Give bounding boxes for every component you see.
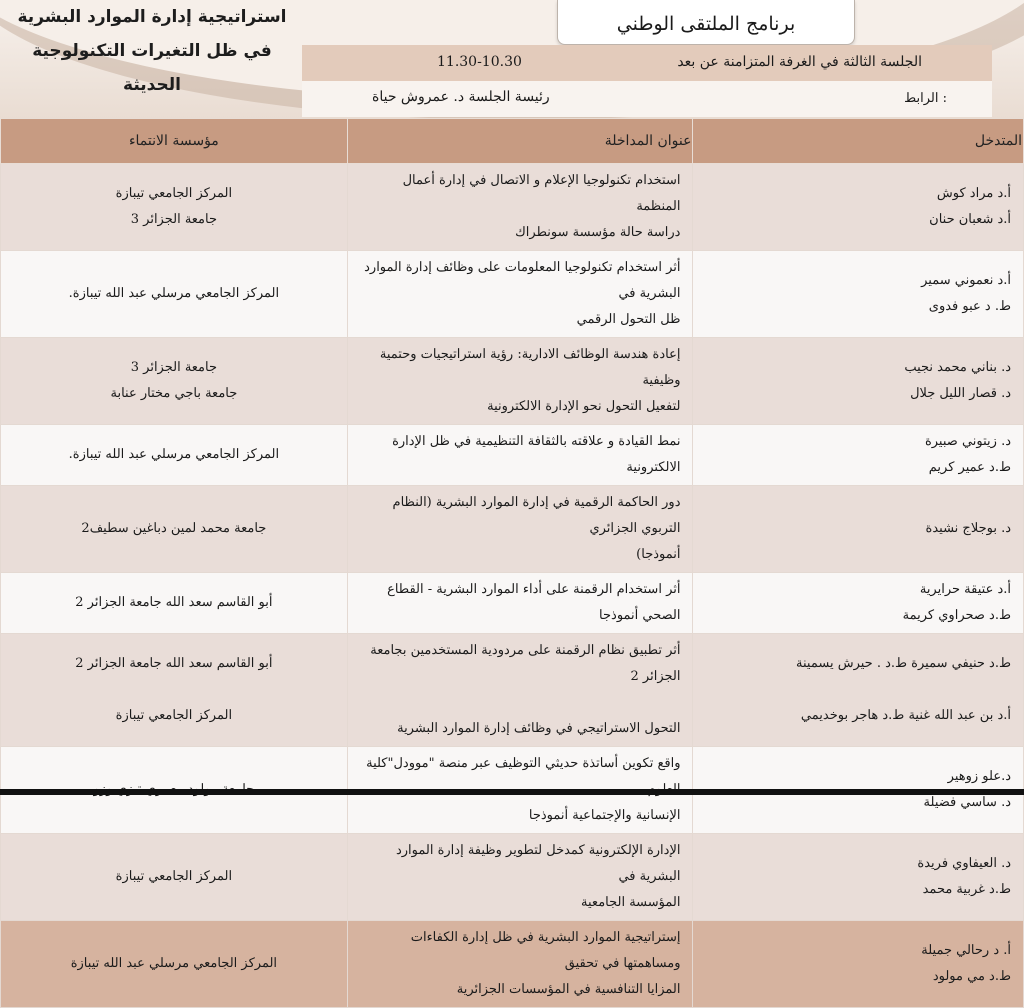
speaker-cell: د. بوجلاج نشيدة: [693, 486, 1024, 573]
column-header-speaker: المتدخل: [693, 119, 1024, 164]
affiliation-cell: المركز الجامعي مرسلي عبد الله تيبازة: [1, 921, 348, 1008]
table-row: [1, 834, 1024, 921]
speaker-cell: د. بناني محمد نجيب د. قصار الليل جلال: [693, 338, 1024, 425]
title-cell: أثر تطبيق نظام الرقمنة على مردودية المستخدمين بجامعة الجزائر 2 التحول الاستراتيجي في وظائف إدارة الموارد البشرية: [347, 634, 693, 747]
speaker-cell: أ.د مراد كوش أ.د شعبان حنان: [693, 164, 1024, 251]
affiliation-cell: جامعة الجزائر 3 جامعة باجي مختار عنابة: [1, 338, 348, 425]
affiliation-cell: المركز الجامعي مرسلي عبد الله تيبازة.: [1, 251, 348, 338]
theme-line-2: في ظل التغيرات التكنولوجية الحديثة: [32, 41, 272, 95]
title-cell: واقع تكوين أساتذة حديثي التوظيف عبر منصة "موودل"كلية الإنسانية والإجتماعية أنموذجا: [347, 747, 693, 834]
title-cell: إستراتيجية الموارد البشرية في ظل إدارة الكفاءات ومساهمتها في تحقيق المزايا التنافسية في المؤسسات الجزائرية: [347, 921, 693, 1008]
table-row: [1, 573, 1024, 634]
session-time: 11.30-10.30: [437, 54, 522, 70]
table-row: [1, 164, 1024, 251]
speaker-cell: أ.د عتيقة حرايرية ط.د صحراوي كريمة: [693, 573, 1024, 634]
bottom-edge: [0, 789, 1024, 795]
table-row: [1, 425, 1024, 486]
title-cell: دور الحاكمة الرقمية في إدارة الموارد البشرية (النظام التربوي الجزائري أنموذجا): [347, 486, 693, 573]
speaker-cell: ط.د حنيفي سميرة ط.د . حيرش يسمينة أ.د بن عبد الله غنية ط.د هاجر بوخديمي: [693, 634, 1024, 747]
title-cell: أثر استخدام الرقمنة على أداء الموارد البشرية - القطاع الصحي أنموذجا: [347, 573, 693, 634]
affiliation-cell: المركز الجامعي مرسلي عبد الله تيبازة.: [1, 425, 348, 486]
program-table: [0, 118, 1024, 1008]
title-cell: استخدام تكنولوجيا الإعلام و الاتصال في إدارة أعمال المنظمة دراسة حالة مؤسسة سونطراك: [347, 164, 693, 251]
affiliation-cell: المركز الجامعي تيبازة: [1, 834, 348, 921]
table-row: [1, 486, 1024, 573]
title-cell: نمط القيادة و علاقته بالثقافة التنظيمية في ظل الإدارة الالكترونية: [347, 425, 693, 486]
speaker-cell: د.علو زوهير د. ساسي فضيلة: [693, 747, 1024, 834]
affiliation-cell: أبو القاسم سعد الله جامعة الجزائر 2 المركز الجامعي تيبازة: [1, 634, 348, 747]
column-header-title: عنوان المداخلة: [347, 119, 693, 164]
table-row: [1, 251, 1024, 338]
conference-theme: [8, 0, 296, 95]
title-cell: الإدارة الإلكترونية كمدخل لتطوير وظيفة إدارة الموارد البشرية في المؤسسة الجامعية: [347, 834, 693, 921]
title-cell: إعادة هندسة الوظائف الادارية: رؤية استراتيجيات وحتمية وظيفية لتفعيل التحول نحو الإدارة الالكترونية: [347, 338, 693, 425]
affiliation-cell: المركز الجامعي تيبازة جامعة الجزائر 3: [1, 164, 348, 251]
session-title: الجلسة الثالثة في الغرفة المتزامنة عن بعد: [677, 54, 922, 70]
speaker-cell: أ.د نعموني سمير ط. د عبو فدوى: [693, 251, 1024, 338]
table-header-row: [1, 119, 1024, 164]
session-row: [302, 45, 992, 81]
affiliation-cell: جامعة محمد لمين دباغين سطيف2: [1, 486, 348, 573]
title-cell: أثر استخدام تكنولوجيا المعلومات على وظائف إدارة الموارد البشرية في ظل التحول الرقمي: [347, 251, 693, 338]
program-title: برنامج الملتقى الوطني: [557, 0, 855, 45]
table-row: [1, 921, 1024, 1008]
table-row: [1, 338, 1024, 425]
moderator-row: [302, 81, 992, 117]
session-chair: رئيسة الجلسة د. عمروش حياة: [372, 89, 550, 105]
speaker-cell: د. العيفاوي فريدة ط.د غربية محمد: [693, 834, 1024, 921]
table-row: [1, 634, 1024, 747]
speaker-cell: د. زيتوني صبيرة ط.د عمير كريم: [693, 425, 1024, 486]
column-header-affiliation: مؤسسة الانتماء: [1, 119, 348, 164]
speaker-cell: أ. د رحالي جميلة ط.د مي مولود: [693, 921, 1024, 1008]
link-label: الرابط :: [904, 91, 947, 106]
theme-line-1: استراتيجية إدارة الموارد البشرية: [17, 7, 287, 27]
session-info: [302, 45, 992, 117]
affiliation-cell: أبو القاسم سعد الله جامعة الجزائر 2: [1, 573, 348, 634]
